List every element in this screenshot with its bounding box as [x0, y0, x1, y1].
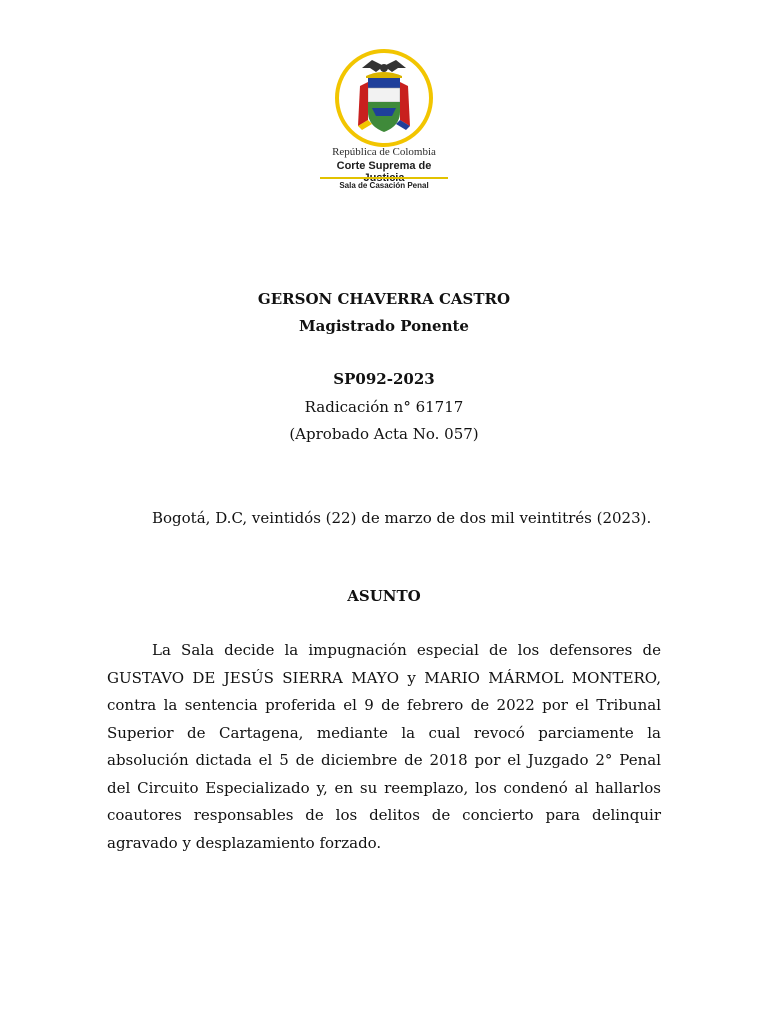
logo-divider	[320, 177, 448, 179]
court-logo	[318, 46, 450, 206]
coat-of-arms-icon	[332, 46, 436, 150]
asunto-paragraph: La Sala decide la impugnación especial de los defensores de GUSTAVO DE JESÚS SIERRA MAYO y MARIO MÁRMOL MONTERO, contra la sentencia proferida el 9 de febrero de 2022 por el Tribunal Superior de Cartagena, mediante la cual revocó parciamente la absolución dictada el 5 de diciembre de 2018 por el Juzgado 2° Penal del Circuito Especializado y, en su reemplazo, los condenó al hallarlos coautores responsables de los delitos de concierto para delinquir agravado y desplazamiento forzado.	[107, 641, 661, 852]
logo-republic-text: República de Colombia	[332, 146, 436, 158]
acta-approval: (Aprobado Acta No. 057)	[289, 425, 479, 443]
radicacion-number: Radicación n° 61717	[304, 398, 464, 416]
magistrate-role: Magistrado Ponente	[299, 317, 469, 335]
logo-court-text: Corte Suprema de	[336, 160, 432, 172]
case-id: SP092-2023	[333, 370, 435, 388]
logo-chamber-text: Sala de Casación Penal	[339, 181, 429, 190]
section-heading-asunto: ASUNTO	[347, 587, 421, 605]
date-paragraph: Bogotá, D.C, veintidós (22) de marzo de dos mil veintitrés (2023).	[152, 509, 652, 527]
magistrate-name: GERSON CHAVERRA CASTRO	[257, 290, 511, 308]
